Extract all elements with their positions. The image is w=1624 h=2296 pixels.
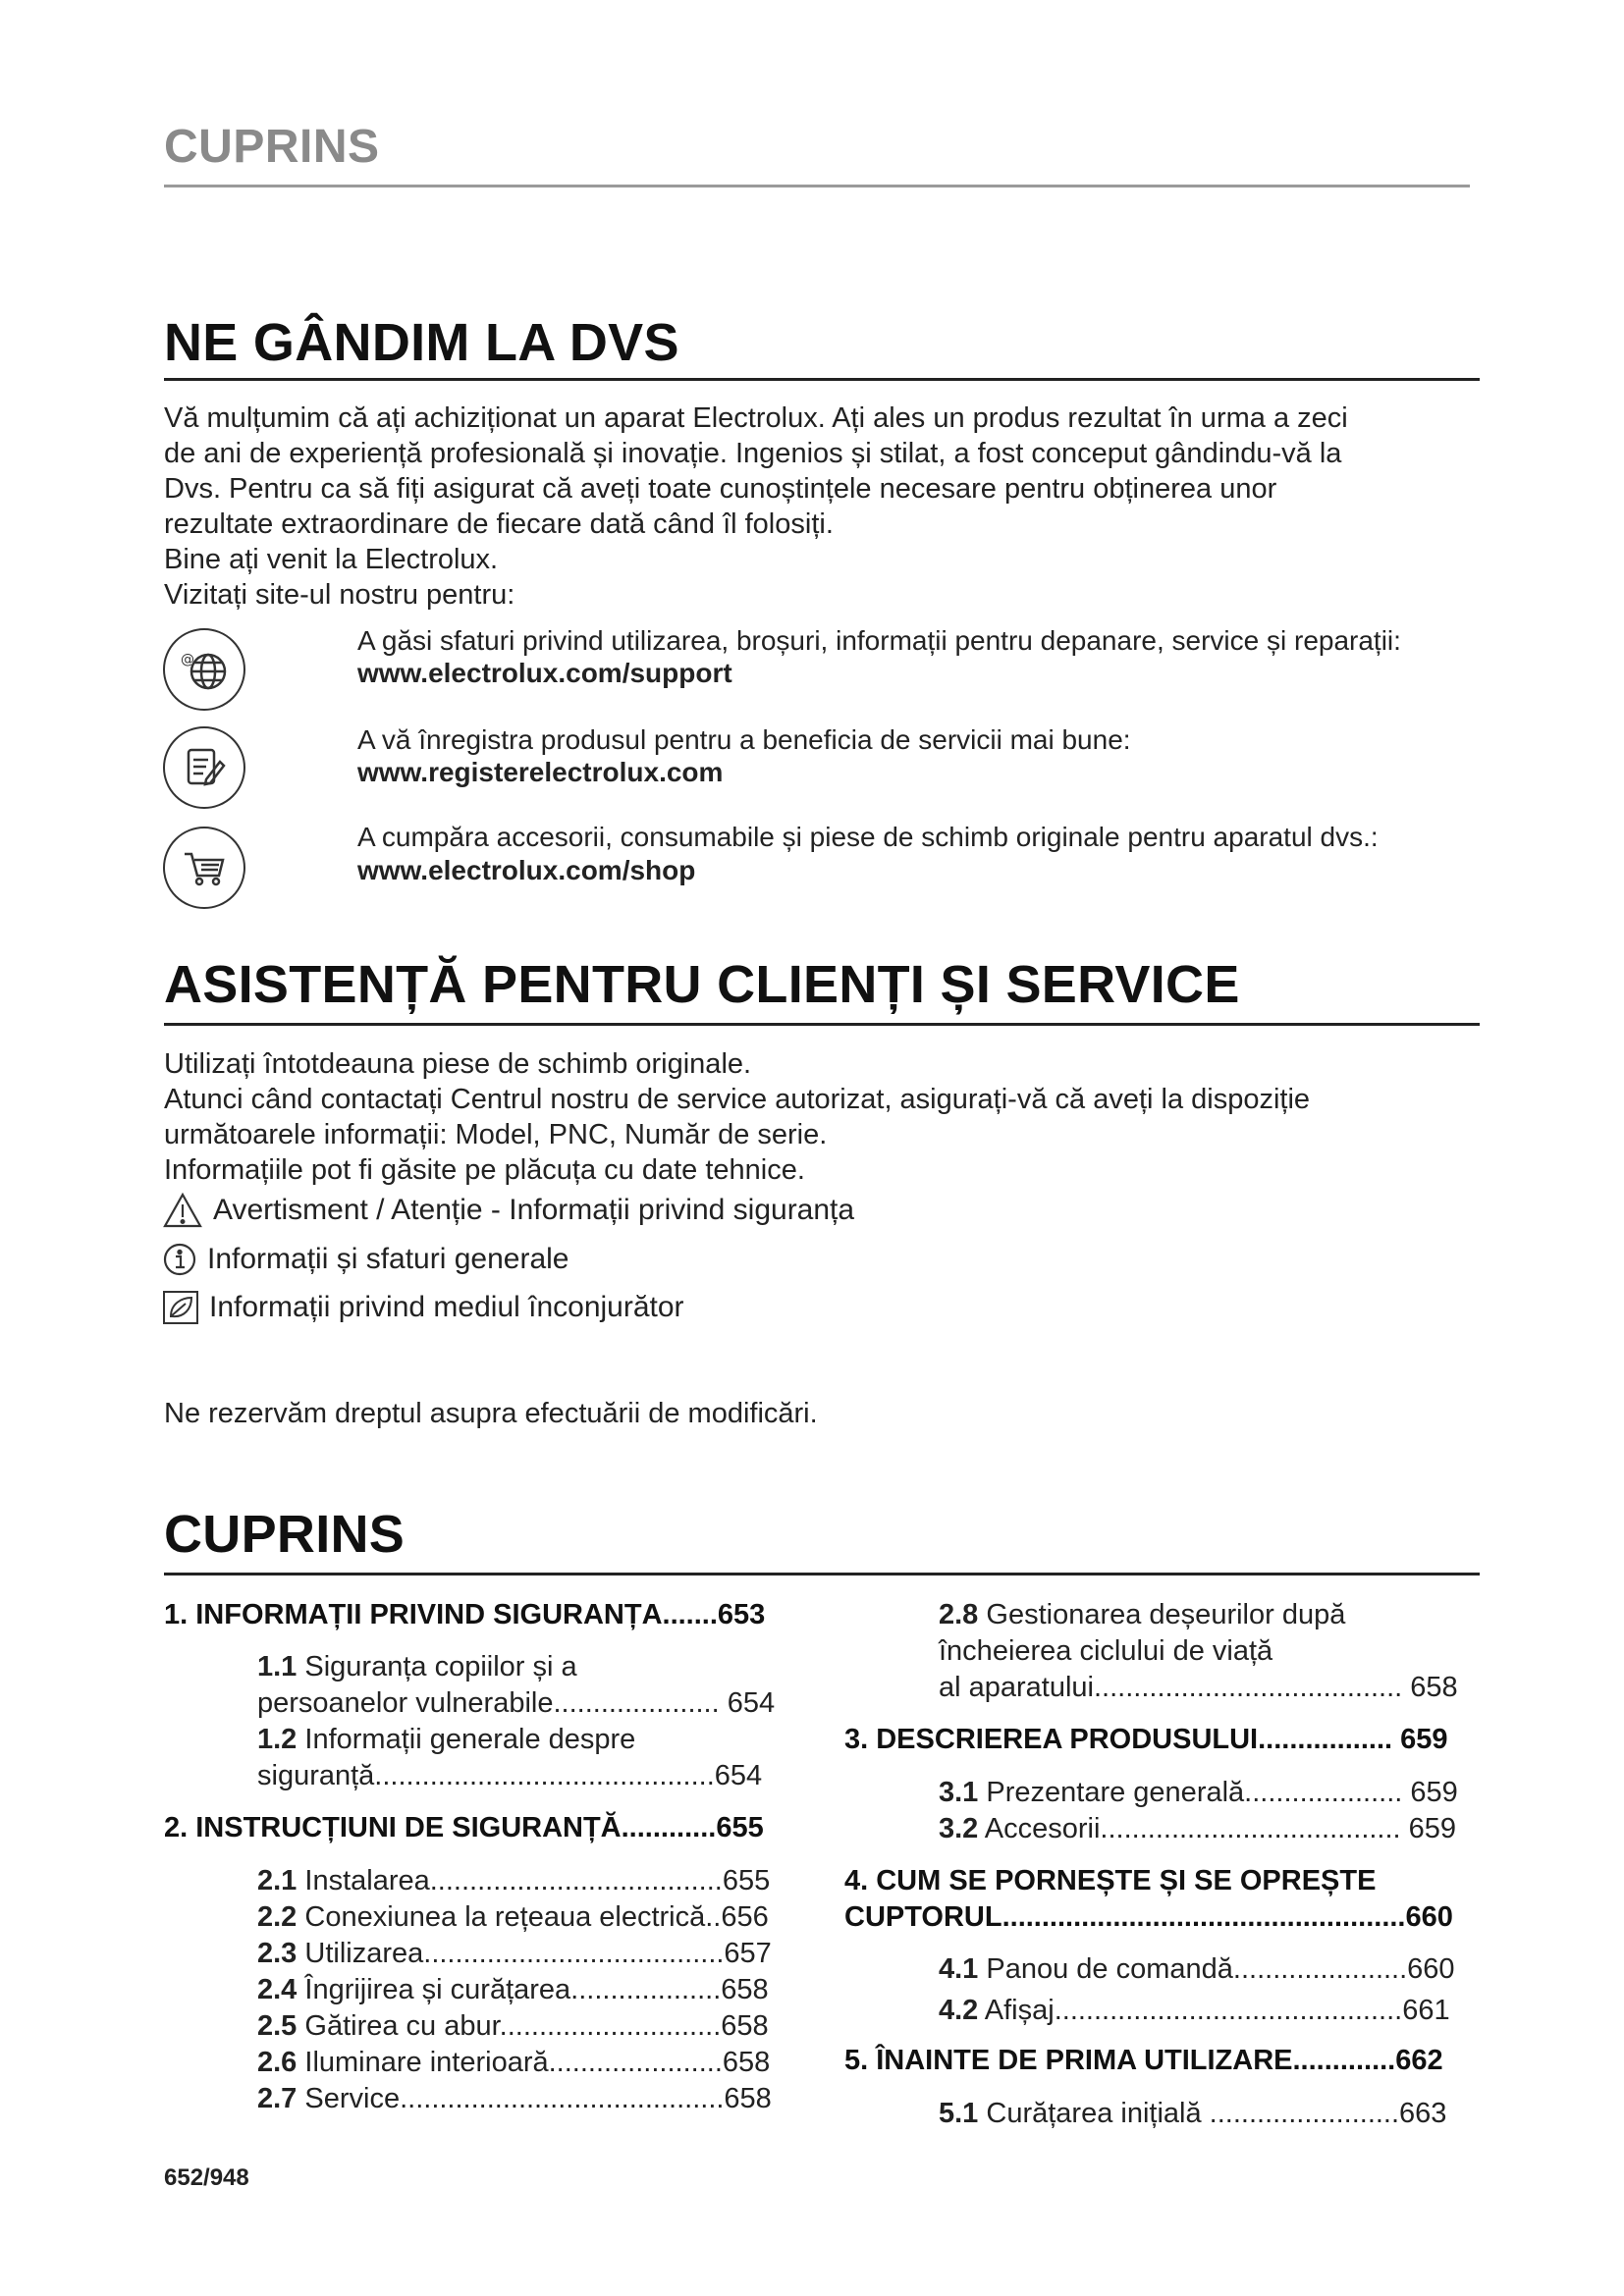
service-divider xyxy=(164,1023,1480,1026)
toc-text: Iluminare interioară......................658 xyxy=(297,2047,771,2078)
service-heading: ASISTENȚĂ PENTRU CLIENȚI ȘI SERVICE xyxy=(164,955,1240,1014)
service-paragraph xyxy=(164,1046,1310,1188)
legend-warning xyxy=(162,1192,854,1229)
intro-line: Vă mulțumim că ați achiziționat un aparat Electrolux. Ați ales un produs rezultat în urma a zeci xyxy=(164,402,1348,434)
header-divider xyxy=(164,185,1470,187)
warning-triangle-icon xyxy=(162,1192,203,1229)
register-link-text: A vă înregistra produsul pentru a beneficia de servicii mai bune: xyxy=(357,724,1131,755)
svg-text:@: @ xyxy=(181,652,194,667)
service-line: următoarele informații: Model, PNC, Număr de serie. xyxy=(164,1119,828,1150)
globe-support-icon xyxy=(163,628,245,711)
toc-entry-2-8-cont2[interactable]: al aparatului....................................... 658 xyxy=(939,1672,1458,1703)
toc-entry-3-1[interactable] xyxy=(939,1775,1458,1811)
toc-num: 2.5 xyxy=(257,2010,298,2042)
toc-text: Instalarea.....................................655 xyxy=(297,1865,771,1896)
toc-entry-2-4[interactable] xyxy=(257,1972,772,2008)
toc-entry-5[interactable]: 5. ÎNAINTE DE PRIMA UTILIZARE.............662 xyxy=(844,2045,1443,2076)
toc-text: Prezentare generală.................... 659 xyxy=(978,1777,1458,1808)
environment-leaf-icon xyxy=(162,1290,199,1325)
toc-entry-2-3[interactable] xyxy=(257,1936,772,1972)
intro-line: rezultate extraordinare de fiecare dată când îl folosiți. xyxy=(164,508,834,540)
toc-num: 1.1 xyxy=(257,1651,298,1682)
toc-entry-4-2[interactable] xyxy=(939,1993,1450,2029)
toc-num: 1.2 xyxy=(257,1724,298,1755)
toc-text: Utilizarea......................................657 xyxy=(297,1938,772,1969)
toc-entry-2-6[interactable] xyxy=(257,2045,772,2081)
toc-num: 2.7 xyxy=(257,2083,298,2114)
toc-text: Gestionarea deșeurilor după xyxy=(978,1599,1346,1630)
toc-text: Accesorii...................................... 659 xyxy=(978,1813,1457,1844)
toc-num: 2.4 xyxy=(257,1974,298,2005)
legend-environment xyxy=(162,1290,684,1325)
shop-link-text: A cumpăra accesorii, consumabile și piese de schimb originale pentru aparatul dvs.: xyxy=(357,822,1379,852)
intro-paragraph xyxy=(164,400,1348,613)
legend-info xyxy=(162,1242,569,1277)
toc-num: 4.2 xyxy=(939,1995,979,2026)
register-document-icon xyxy=(163,726,245,809)
disclaimer-text: Ne rezervăm dreptul asupra efectuării de modificări. xyxy=(164,1398,818,1429)
toc-num: 3.2 xyxy=(939,1813,979,1844)
toc-heading: CUPRINS xyxy=(164,1505,406,1564)
toc-entry-2[interactable]: 2. INSTRUCȚIUNI DE SIGURANȚĂ............655 xyxy=(164,1812,764,1843)
toc-text: Informații generale despre xyxy=(297,1724,636,1755)
legend-warning-text: Avertisment / Atenție - Informații privind siguranța xyxy=(213,1194,855,1226)
toc-num: 2.3 xyxy=(257,1938,298,1969)
toc-num: 2.1 xyxy=(257,1865,298,1896)
toc-num: 5.1 xyxy=(939,2098,979,2129)
toc-text: Siguranța copiilor și a xyxy=(297,1651,577,1682)
toc-text: Curățarea inițială ........................663 xyxy=(978,2098,1447,2129)
toc-text: Gătirea cu abur............................658 xyxy=(297,2010,769,2042)
toc-text: Service.........................................658 xyxy=(297,2083,772,2114)
toc-num: 2.8 xyxy=(939,1599,979,1630)
support-link-url[interactable]: www.electrolux.com/support xyxy=(357,658,732,688)
toc-entry-2-7[interactable] xyxy=(257,2081,772,2117)
toc-divider xyxy=(164,1573,1480,1575)
toc-entry-2-5[interactable] xyxy=(257,2008,772,2045)
toc-entry-1[interactable]: 1. INFORMAȚII PRIVIND SIGURANȚA.......653 xyxy=(164,1599,766,1630)
intro-heading: NE GÂNDIM LA DVS xyxy=(164,313,679,372)
intro-line: Vizitați site-ul nostru pentru: xyxy=(164,579,515,611)
intro-line: Dvs. Pentru ca să fiți asigurat că aveți toate cunoștințele necesare pentru obținerea unor xyxy=(164,473,1277,505)
toc-text: Îngrijirea și curățarea...................658 xyxy=(297,1974,769,2005)
toc-num: 3.1 xyxy=(939,1777,979,1808)
toc-entry-1-2[interactable] xyxy=(257,1722,635,1758)
toc-entry-4-cont[interactable]: CUPTORUL...................................................660 xyxy=(844,1901,1453,1933)
toc-entry-3-2[interactable] xyxy=(939,1811,1456,1847)
toc-num: 2.2 xyxy=(257,1901,298,1933)
page-number: 652/948 xyxy=(164,2164,249,2191)
toc-text: Conexiunea la rețeaua electrică..656 xyxy=(297,1901,769,1933)
toc-entry-3[interactable]: 3. DESCRIEREA PRODUSULUI................. 659 xyxy=(844,1724,1448,1755)
register-link-url[interactable]: www.registerelectrolux.com xyxy=(357,757,724,787)
service-line: Informațiile pot fi găsite pe plăcuța cu date tehnice. xyxy=(164,1154,805,1186)
info-icon xyxy=(162,1242,197,1277)
service-line: Atunci când contactați Centrul nostru de service autorizat, asigurați-vă că aveți la dispoziție xyxy=(164,1084,1311,1115)
toc-entry-2-2[interactable] xyxy=(257,1899,772,1936)
shopping-cart-icon xyxy=(163,827,245,909)
toc-entry-1-1[interactable] xyxy=(257,1649,577,1685)
legend-environment-text: Informații privind mediul înconjurător xyxy=(209,1291,684,1323)
toc-text: Panou de comandă......................660 xyxy=(978,1953,1455,1985)
shop-link-url[interactable]: www.electrolux.com/shop xyxy=(357,855,696,885)
intro-line: Bine ați venit la Electrolux. xyxy=(164,544,499,575)
toc-entry-5-1[interactable] xyxy=(939,2096,1446,2132)
intro-line: de ani de experiență profesională și inovație. Ingenios și stilat, a fost conceput gândindu-vă la xyxy=(164,438,1342,469)
toc-entry-2-8-cont[interactable]: încheierea ciclului de viață xyxy=(939,1635,1273,1667)
toc-entry-2-8[interactable] xyxy=(939,1597,1345,1633)
legend-info-text: Informații și sfaturi generale xyxy=(207,1243,569,1275)
page-header-title: CUPRINS xyxy=(164,121,380,173)
toc-entry-4-1[interactable] xyxy=(939,1951,1455,1988)
service-line: Utilizați întotdeauna piese de schimb originale. xyxy=(164,1048,752,1080)
support-link-text: A găsi sfaturi privind utilizarea, broșuri, informații pentru depanare, service și reparații: xyxy=(357,625,1401,656)
toc-entry-2-1[interactable] xyxy=(257,1863,772,1899)
toc-text: Afișaj............................................661 xyxy=(978,1995,1450,2026)
toc-num: 4.1 xyxy=(939,1953,979,1985)
toc-entry-1-2-cont[interactable]: siguranță...........................................654 xyxy=(257,1760,763,1791)
toc-subsection-2 xyxy=(257,1863,772,2117)
intro-divider xyxy=(164,378,1480,381)
toc-num: 2.6 xyxy=(257,2047,298,2078)
toc-entry-4[interactable]: 4. CUM SE PORNEȘTE ȘI SE OPREȘTE xyxy=(844,1865,1377,1896)
toc-entry-1-1-cont[interactable]: persoanelor vulnerabile..................... 654 xyxy=(257,1687,776,1719)
